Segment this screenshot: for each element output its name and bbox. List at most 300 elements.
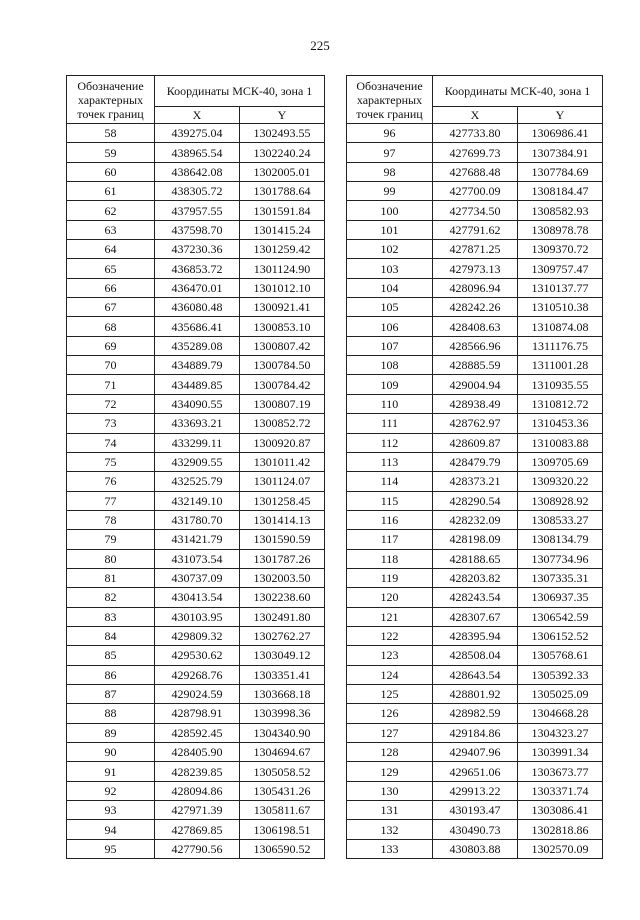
x-coordinate-cell: 428609.87 [433,433,518,452]
x-coordinate-cell: 428405.90 [155,743,240,762]
point-number-cell: 108 [347,356,433,375]
y-coordinate-cell: 1308928.92 [518,491,603,510]
x-coordinate-cell: 429809.32 [155,626,240,645]
x-coordinate-cell: 437957.55 [155,201,240,220]
point-number-cell: 63 [67,220,155,239]
point-number-cell: 71 [67,375,155,394]
y-coordinate-cell: 1309320.22 [518,472,603,491]
point-number-cell: 129 [347,762,433,781]
x-coordinate-cell: 434889.79 [155,356,240,375]
table-row [347,743,603,762]
y-coordinate-cell: 1304340.90 [240,723,325,742]
x-column-header: X [155,107,240,124]
x-coordinate-cell: 428592.45 [155,723,240,742]
point-number-cell: 131 [347,801,433,820]
point-number-cell: 65 [67,259,155,278]
y-column-header: Y [518,107,603,124]
point-number-cell: 132 [347,820,433,839]
x-coordinate-cell: 428243.54 [433,588,518,607]
point-number-cell: 81 [67,568,155,587]
table-row [347,162,603,181]
y-coordinate-cell: 1305811.67 [240,801,325,820]
point-number-cell: 90 [67,743,155,762]
y-coordinate-cell: 1300807.42 [240,336,325,355]
point-number-cell: 124 [347,665,433,684]
x-coordinate-cell: 429913.22 [433,781,518,800]
point-number-cell: 113 [347,452,433,471]
point-number-cell: 114 [347,472,433,491]
point-number-cell: 98 [347,162,433,181]
table-row [67,162,325,181]
y-coordinate-cell: 1307335.31 [518,568,603,587]
y-coordinate-cell: 1305025.09 [518,684,603,703]
point-number-cell: 58 [67,124,155,143]
point-number-cell: 118 [347,549,433,568]
table-row [347,452,603,471]
y-coordinate-cell: 1306152.52 [518,626,603,645]
point-number-cell: 67 [67,298,155,317]
point-number-cell: 88 [67,704,155,723]
point-number-cell: 101 [347,220,433,239]
table-row [67,356,325,375]
table-row [67,743,325,762]
y-coordinate-cell: 1300921.41 [240,298,325,317]
y-coordinate-cell: 1302003.50 [240,568,325,587]
y-coordinate-cell: 1306590.52 [240,839,325,858]
x-coordinate-cell: 427869.85 [155,820,240,839]
table-row [347,433,603,452]
table-row [347,240,603,259]
table-row [347,801,603,820]
y-coordinate-cell: 1309705.69 [518,452,603,471]
y-coordinate-cell: 1300920.87 [240,433,325,452]
table-row [347,298,603,317]
point-number-cell: 111 [347,414,433,433]
point-number-cell: 83 [67,607,155,626]
table-row [67,646,325,665]
point-number-cell: 95 [67,839,155,858]
table-row [67,510,325,529]
table-row [347,510,603,529]
point-number-cell: 73 [67,414,155,433]
y-coordinate-cell: 1300807.19 [240,394,325,413]
x-coordinate-cell: 430413.54 [155,588,240,607]
table-row [347,530,603,549]
x-coordinate-cell: 428762.97 [433,414,518,433]
y-coordinate-cell: 1307784.69 [518,162,603,181]
table-row [347,472,603,491]
table-row [67,414,325,433]
table-row [347,646,603,665]
y-coordinate-cell: 1310453.36 [518,414,603,433]
table-row [67,491,325,510]
table-row [347,549,603,568]
x-coordinate-cell: 438965.54 [155,143,240,162]
table-row [67,723,325,742]
table-row [347,723,603,742]
x-coordinate-cell: 439275.04 [155,124,240,143]
table-row [67,298,325,317]
x-coordinate-cell: 427971.39 [155,801,240,820]
table-row [347,317,603,336]
y-coordinate-cell: 1311001.28 [518,356,603,375]
y-coordinate-cell: 1307734.96 [518,549,603,568]
table-row [67,278,325,297]
point-number-cell: 91 [67,762,155,781]
point-number-cell: 128 [347,743,433,762]
y-coordinate-cell: 1301012.10 [240,278,325,297]
x-coordinate-cell: 427973.13 [433,259,518,278]
table-row [347,201,603,220]
coordinate-system-header: Координаты МСК-40, зона 1 [155,76,325,107]
point-number-cell: 99 [347,182,433,201]
y-coordinate-cell: 1309370.72 [518,240,603,259]
y-coordinate-cell: 1301788.64 [240,182,325,201]
point-number-cell: 74 [67,433,155,452]
table-row [67,839,325,858]
point-number-cell: 79 [67,530,155,549]
coordinates-table-left [66,75,325,859]
point-number-cell: 61 [67,182,155,201]
point-number-cell: 93 [67,801,155,820]
point-number-cell: 96 [347,124,433,143]
y-coordinate-cell: 1301124.90 [240,259,325,278]
x-coordinate-cell: 437598.70 [155,220,240,239]
y-coordinate-cell: 1305392.33 [518,665,603,684]
point-number-cell: 110 [347,394,433,413]
x-coordinate-cell: 429024.59 [155,684,240,703]
x-coordinate-cell: 428232.09 [433,510,518,529]
point-number-cell: 70 [67,356,155,375]
table-row [347,607,603,626]
x-coordinate-cell: 435289.08 [155,336,240,355]
point-number-cell: 64 [67,240,155,259]
table-row [67,801,325,820]
x-coordinate-cell: 427700.09 [433,182,518,201]
table-row [347,820,603,839]
y-coordinate-cell: 1302818.86 [518,820,603,839]
coordinates-table-right [346,75,603,859]
x-coordinate-cell: 431073.54 [155,549,240,568]
y-coordinate-cell: 1310510.38 [518,298,603,317]
table-row [67,607,325,626]
point-number-cell: 107 [347,336,433,355]
point-number-cell: 80 [67,549,155,568]
point-number-cell: 89 [67,723,155,742]
y-coordinate-cell: 1301415.24 [240,220,325,239]
point-number-cell: 103 [347,259,433,278]
x-coordinate-cell: 427790.56 [155,839,240,858]
y-coordinate-cell: 1303351.41 [240,665,325,684]
x-coordinate-cell: 428395.94 [433,626,518,645]
x-coordinate-cell: 427699.73 [433,143,518,162]
point-number-cell: 100 [347,201,433,220]
table-row [67,472,325,491]
table-row [67,626,325,645]
x-coordinate-cell: 428373.21 [433,472,518,491]
x-coordinate-cell: 434090.55 [155,394,240,413]
table-row [347,491,603,510]
x-coordinate-cell: 428885.59 [433,356,518,375]
table-row [67,452,325,471]
designation-header: Обозначение характерных точек границ [67,76,155,124]
point-number-cell: 94 [67,820,155,839]
x-coordinate-cell: 437230.36 [155,240,240,259]
table-row [347,839,603,858]
table-row [67,259,325,278]
table-row [347,626,603,645]
point-number-cell: 76 [67,472,155,491]
y-coordinate-cell: 1310874.08 [518,317,603,336]
table-row [347,414,603,433]
x-coordinate-cell: 428643.54 [433,665,518,684]
table-row [67,762,325,781]
y-coordinate-cell: 1303991.34 [518,743,603,762]
y-coordinate-cell: 1301124.07 [240,472,325,491]
point-number-cell: 92 [67,781,155,800]
x-coordinate-cell: 430737.09 [155,568,240,587]
point-number-cell: 104 [347,278,433,297]
y-coordinate-cell: 1310935.55 [518,375,603,394]
y-coordinate-cell: 1305768.61 [518,646,603,665]
y-coordinate-cell: 1304694.67 [240,743,325,762]
point-number-cell: 120 [347,588,433,607]
y-coordinate-cell: 1310137.77 [518,278,603,297]
table-row [67,124,325,143]
y-coordinate-cell: 1300852.72 [240,414,325,433]
y-coordinate-cell: 1309757.47 [518,259,603,278]
point-number-cell: 75 [67,452,155,471]
table-row [67,568,325,587]
point-number-cell: 121 [347,607,433,626]
x-coordinate-cell: 428938.49 [433,394,518,413]
y-coordinate-cell: 1301590.59 [240,530,325,549]
x-coordinate-cell: 429651.06 [433,762,518,781]
table-row [347,259,603,278]
x-coordinate-cell: 429268.76 [155,665,240,684]
y-coordinate-cell: 1302240.24 [240,143,325,162]
point-number-cell: 123 [347,646,433,665]
y-coordinate-cell: 1308184.47 [518,182,603,201]
point-number-cell: 106 [347,317,433,336]
x-coordinate-cell: 430803.88 [433,839,518,858]
point-number-cell: 112 [347,433,433,452]
x-coordinate-cell: 427871.25 [433,240,518,259]
x-coordinate-cell: 428479.79 [433,452,518,471]
x-column-header: X [433,107,518,124]
x-coordinate-cell: 430103.95 [155,607,240,626]
x-coordinate-cell: 434489.85 [155,375,240,394]
table-row [67,704,325,723]
y-coordinate-cell: 1310812.72 [518,394,603,413]
x-coordinate-cell: 431421.79 [155,530,240,549]
table-row [347,781,603,800]
y-coordinate-cell: 1308582.93 [518,201,603,220]
point-number-cell: 127 [347,723,433,742]
table-row [347,704,603,723]
point-number-cell: 115 [347,491,433,510]
x-coordinate-cell: 430490.73 [433,820,518,839]
table-row [347,336,603,355]
point-number-cell: 59 [67,143,155,162]
table-row [67,530,325,549]
x-coordinate-cell: 433299.11 [155,433,240,452]
y-coordinate-cell: 1304323.27 [518,723,603,742]
x-coordinate-cell: 436853.72 [155,259,240,278]
y-coordinate-cell: 1302005.01 [240,162,325,181]
y-coordinate-cell: 1303086.41 [518,801,603,820]
table-row [67,240,325,259]
table-row [347,182,603,201]
x-coordinate-cell: 428239.85 [155,762,240,781]
table-row [67,220,325,239]
y-coordinate-cell: 1301591.84 [240,201,325,220]
point-number-cell: 125 [347,684,433,703]
x-coordinate-cell: 429004.94 [433,375,518,394]
table-row [67,336,325,355]
y-coordinate-cell: 1301414.13 [240,510,325,529]
x-coordinate-cell: 430193.47 [433,801,518,820]
point-number-cell: 119 [347,568,433,587]
x-coordinate-cell: 427733.80 [433,124,518,143]
y-coordinate-cell: 1302570.09 [518,839,603,858]
y-coordinate-cell: 1308978.78 [518,220,603,239]
x-coordinate-cell: 428408.63 [433,317,518,336]
table-row [67,394,325,413]
point-number-cell: 97 [347,143,433,162]
table-row [67,781,325,800]
table-row [347,124,603,143]
x-coordinate-cell: 427688.48 [433,162,518,181]
y-coordinate-cell: 1308134.79 [518,530,603,549]
x-coordinate-cell: 432149.10 [155,491,240,510]
x-coordinate-cell: 428203.82 [433,568,518,587]
x-coordinate-cell: 428094.86 [155,781,240,800]
y-coordinate-cell: 1304668.28 [518,704,603,723]
y-coordinate-cell: 1310083.88 [518,433,603,452]
point-number-cell: 62 [67,201,155,220]
y-coordinate-cell: 1303673.77 [518,762,603,781]
table-row [347,568,603,587]
y-coordinate-cell: 1306542.59 [518,607,603,626]
table-row [347,665,603,684]
designation-header: Обозначение характерных точек границ [347,76,433,124]
y-coordinate-cell: 1303668.18 [240,684,325,703]
x-coordinate-cell: 428566.96 [433,336,518,355]
x-coordinate-cell: 431780.70 [155,510,240,529]
point-number-cell: 69 [67,336,155,355]
x-coordinate-cell: 428801.92 [433,684,518,703]
x-coordinate-cell: 428188.65 [433,549,518,568]
point-number-cell: 86 [67,665,155,684]
point-number-cell: 60 [67,162,155,181]
table-row [347,684,603,703]
y-coordinate-cell: 1302238.60 [240,588,325,607]
y-coordinate-cell: 1303998.36 [240,704,325,723]
x-coordinate-cell: 428290.54 [433,491,518,510]
y-coordinate-cell: 1301259.42 [240,240,325,259]
y-coordinate-cell: 1302491.80 [240,607,325,626]
point-number-cell: 85 [67,646,155,665]
table-row [67,588,325,607]
x-coordinate-cell: 432525.79 [155,472,240,491]
table-row [67,820,325,839]
x-coordinate-cell: 427734.50 [433,201,518,220]
table-row [347,588,603,607]
table-row [347,375,603,394]
y-coordinate-cell: 1302762.27 [240,626,325,645]
table-row [347,356,603,375]
table-row [67,182,325,201]
x-coordinate-cell: 428798.91 [155,704,240,723]
y-coordinate-cell: 1300784.42 [240,375,325,394]
point-number-cell: 133 [347,839,433,858]
y-coordinate-cell: 1311176.75 [518,336,603,355]
point-number-cell: 116 [347,510,433,529]
point-number-cell: 82 [67,588,155,607]
point-number-cell: 84 [67,626,155,645]
y-coordinate-cell: 1305058.52 [240,762,325,781]
x-coordinate-cell: 428096.94 [433,278,518,297]
y-coordinate-cell: 1301011.42 [240,452,325,471]
point-number-cell: 66 [67,278,155,297]
x-coordinate-cell: 438305.72 [155,182,240,201]
table-row [67,317,325,336]
point-number-cell: 68 [67,317,155,336]
point-number-cell: 78 [67,510,155,529]
point-number-cell: 105 [347,298,433,317]
point-number-cell: 122 [347,626,433,645]
table-row [347,762,603,781]
table-row [67,375,325,394]
table-row [67,684,325,703]
x-coordinate-cell: 429530.62 [155,646,240,665]
page-number: 225 [310,38,330,53]
x-coordinate-cell: 435686.41 [155,317,240,336]
point-number-cell: 87 [67,684,155,703]
y-coordinate-cell: 1300784.50 [240,356,325,375]
x-coordinate-cell: 428198.09 [433,530,518,549]
y-coordinate-cell: 1300853.10 [240,317,325,336]
x-coordinate-cell: 428982.59 [433,704,518,723]
point-number-cell: 117 [347,530,433,549]
table-row [347,278,603,297]
y-column-header: Y [240,107,325,124]
y-coordinate-cell: 1301787.26 [240,549,325,568]
y-coordinate-cell: 1306986.41 [518,124,603,143]
y-coordinate-cell: 1303049.12 [240,646,325,665]
y-coordinate-cell: 1305431.26 [240,781,325,800]
x-coordinate-cell: 428307.67 [433,607,518,626]
table-row [347,220,603,239]
point-number-cell: 109 [347,375,433,394]
y-coordinate-cell: 1301258.45 [240,491,325,510]
point-number-cell: 72 [67,394,155,413]
x-coordinate-cell: 428242.26 [433,298,518,317]
x-coordinate-cell: 432909.55 [155,452,240,471]
x-coordinate-cell: 436080.48 [155,298,240,317]
table-row [67,433,325,452]
table-row [67,201,325,220]
x-coordinate-cell: 436470.01 [155,278,240,297]
table-row [67,143,325,162]
x-coordinate-cell: 438642.08 [155,162,240,181]
coordinate-system-header: Координаты МСК-40, зона 1 [433,76,603,107]
y-coordinate-cell: 1302493.55 [240,124,325,143]
x-coordinate-cell: 429184.86 [433,723,518,742]
y-coordinate-cell: 1306198.51 [240,820,325,839]
y-coordinate-cell: 1303371.74 [518,781,603,800]
